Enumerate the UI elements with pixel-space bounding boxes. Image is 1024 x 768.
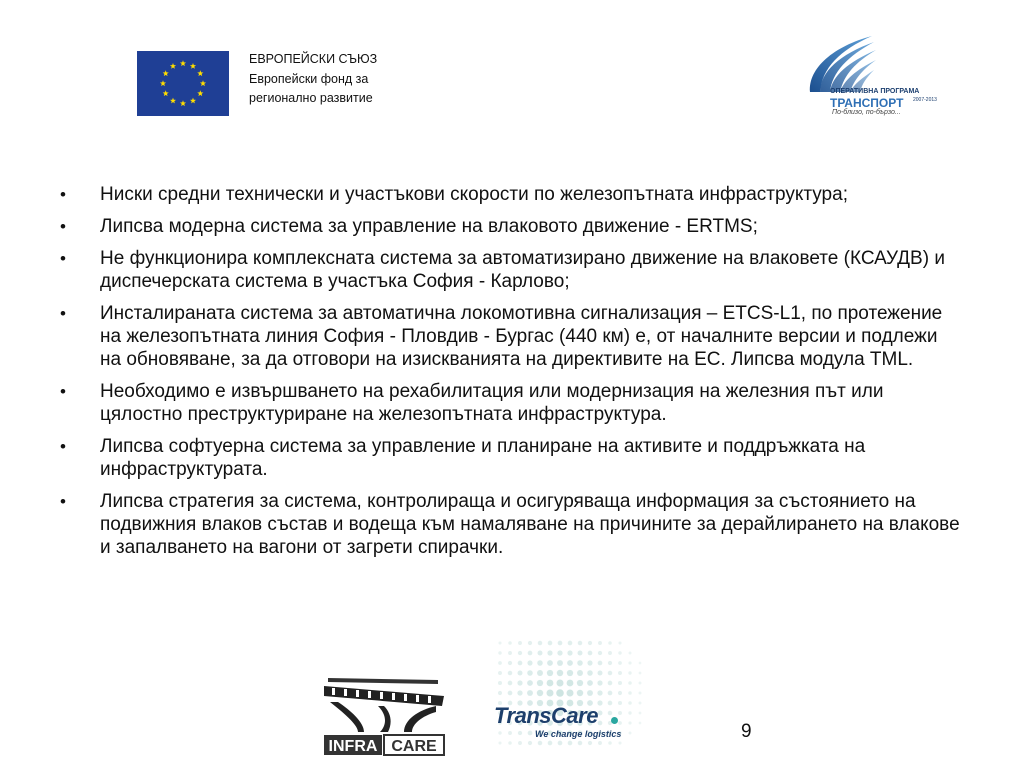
list-item bbox=[60, 490, 960, 559]
eu-star-icon bbox=[197, 70, 203, 76]
pattern-dot bbox=[527, 660, 532, 665]
pattern-dot bbox=[608, 641, 612, 645]
pattern-dot bbox=[537, 660, 543, 666]
pattern-dot bbox=[517, 670, 522, 675]
pattern-dot bbox=[518, 661, 523, 666]
page-number: 9 bbox=[741, 721, 752, 742]
pattern-dot bbox=[628, 681, 632, 685]
infracare-left-text: INFRA bbox=[328, 738, 378, 755]
pattern-dot bbox=[639, 712, 642, 715]
bullet-text: Необходимо е извършването на рехабилитация или модернизация на железния път или цялостно преструктуриране на железопътната инфраструктура. bbox=[100, 381, 884, 425]
pattern-dot bbox=[508, 681, 513, 686]
bullet-text: Липсва софтуерна система за управление и планиране на активите и поддръжката на инфраструктурата. bbox=[100, 436, 866, 480]
bullet-text: Инсталираната система за автоматична локомотивна сигнализация – ETCS-L1, по протежение на железопътната линия София - Пловдив - Бургас (440 км) е, от началните версии и подлежи на обновяване, за да отговори на изискванията на директивите на ЕС. Липсва модула TML. bbox=[100, 303, 943, 370]
eu-star-icon bbox=[180, 100, 186, 106]
pattern-dot bbox=[608, 661, 612, 665]
eu-line-3: регионално развитие bbox=[249, 91, 373, 105]
eu-star-icon bbox=[170, 63, 176, 69]
transcare-dot-icon bbox=[611, 717, 618, 724]
transcare-name: TransCare bbox=[494, 703, 598, 728]
eu-stars-icon bbox=[137, 51, 229, 116]
pattern-dot bbox=[498, 691, 502, 695]
pattern-dot bbox=[498, 661, 502, 665]
pattern-dot bbox=[608, 691, 613, 696]
issues-list bbox=[60, 183, 960, 568]
pattern-dot bbox=[588, 641, 592, 645]
op-transport-logo bbox=[800, 34, 960, 120]
pattern-dot bbox=[598, 641, 602, 645]
op-program-slogan: По-близо, по-бързо... bbox=[832, 109, 901, 116]
op-program-years: 2007-2013 bbox=[913, 97, 937, 103]
eu-fund-caption bbox=[249, 50, 377, 109]
pattern-dot bbox=[498, 651, 501, 654]
list-item bbox=[60, 183, 960, 206]
pattern-dot bbox=[639, 722, 642, 725]
infracare-logo bbox=[318, 666, 450, 760]
pattern-dot bbox=[628, 671, 631, 674]
pattern-dot bbox=[527, 690, 533, 696]
pattern-dot bbox=[558, 641, 563, 646]
eu-star-icon bbox=[190, 63, 196, 69]
pattern-dot bbox=[556, 689, 564, 697]
pattern-dot bbox=[639, 692, 642, 695]
pattern-dot bbox=[598, 661, 603, 666]
pattern-dot bbox=[639, 702, 642, 705]
pattern-dot bbox=[618, 691, 622, 695]
pattern-dot bbox=[618, 681, 622, 685]
pattern-dot bbox=[639, 662, 642, 665]
pattern-dot bbox=[546, 689, 553, 696]
pattern-dot bbox=[517, 680, 522, 685]
bullet-text: Не функционира комплексната система за автоматизирано движение на влаковете (КСАУДВ) и диспечерската система в участъка София - Карлово; bbox=[100, 248, 945, 292]
eu-line-1: ЕВРОПЕЙСКИ СЪЮЗ bbox=[249, 52, 378, 66]
eu-star-icon bbox=[197, 90, 203, 96]
pattern-dot bbox=[567, 660, 573, 666]
bullet-icon: • bbox=[60, 217, 66, 236]
pattern-dot bbox=[508, 691, 513, 696]
pattern-dot bbox=[597, 690, 602, 695]
pattern-dot bbox=[567, 680, 574, 687]
bullet-text: Ниски средни технически и участъкови скорости по железопътната инфраструктура; bbox=[100, 184, 848, 205]
pattern-dot bbox=[518, 641, 522, 645]
bullet-text: Липсва модерна система за управление на влаковото движение - ERTMS; bbox=[100, 216, 758, 237]
pattern-dot bbox=[518, 651, 522, 655]
pattern-dot bbox=[547, 650, 552, 655]
pattern-dot bbox=[597, 680, 602, 685]
pattern-dot bbox=[557, 670, 563, 676]
pattern-dot bbox=[498, 641, 501, 644]
pattern-dot bbox=[608, 681, 613, 686]
pattern-dot bbox=[639, 672, 642, 675]
pattern-dot bbox=[566, 689, 573, 696]
pattern-dot bbox=[628, 661, 631, 664]
eu-star-icon bbox=[163, 90, 169, 96]
pattern-dot bbox=[508, 651, 512, 655]
pattern-dot bbox=[528, 641, 532, 645]
pattern-dot bbox=[587, 670, 593, 676]
list-item bbox=[60, 247, 960, 293]
pattern-dot bbox=[577, 660, 583, 666]
pattern-dot bbox=[608, 651, 612, 655]
pattern-dot bbox=[538, 641, 542, 645]
pattern-dot bbox=[618, 651, 621, 654]
list-item bbox=[60, 380, 960, 426]
eu-flag-logo bbox=[137, 51, 229, 116]
eu-star-icon bbox=[190, 98, 196, 104]
pattern-dot bbox=[537, 690, 543, 696]
pattern-dot bbox=[547, 670, 553, 676]
eu-star-icon bbox=[163, 70, 169, 76]
pattern-dot bbox=[498, 671, 502, 675]
eu-line-2: Европейски фонд за bbox=[249, 71, 369, 86]
eu-star-icon bbox=[160, 80, 166, 86]
transcare-logo bbox=[494, 703, 634, 745]
pattern-dot bbox=[568, 641, 573, 646]
bullet-icon: • bbox=[60, 382, 66, 401]
pattern-dot bbox=[608, 671, 612, 675]
pattern-dot bbox=[577, 650, 582, 655]
pattern-dot bbox=[598, 651, 602, 655]
pattern-dot bbox=[557, 660, 563, 666]
pattern-dot bbox=[587, 680, 593, 686]
op-program-name: ТРАНСПОРТ bbox=[830, 96, 904, 110]
bullet-icon: • bbox=[60, 437, 66, 456]
pattern-dot bbox=[517, 690, 522, 695]
bullet-icon: • bbox=[60, 492, 66, 511]
pattern-dot bbox=[508, 671, 512, 675]
bullet-icon: • bbox=[60, 304, 66, 323]
pattern-dot bbox=[597, 670, 602, 675]
list-item bbox=[60, 302, 960, 371]
eu-star-icon bbox=[170, 98, 176, 104]
bullet-text: Липсва стратегия за система, контролираща и осигуряваща информация за състоянието на подвижния влаков състав и водеща към намаляване на причините за дерайлирането на влакове и запалването на вагони от загрети спирачки. bbox=[100, 491, 960, 558]
infracare-right-text: CARE bbox=[391, 738, 437, 755]
pattern-dot bbox=[498, 681, 502, 685]
pattern-dot bbox=[508, 661, 512, 665]
pattern-dot bbox=[618, 661, 622, 665]
pattern-dot bbox=[556, 679, 563, 686]
pattern-dot bbox=[567, 670, 573, 676]
pattern-dot bbox=[528, 651, 533, 656]
pattern-dot bbox=[567, 650, 572, 655]
eu-star-icon bbox=[180, 60, 186, 66]
pattern-dot bbox=[628, 691, 632, 695]
pattern-dot bbox=[618, 641, 621, 644]
bridge-icon bbox=[318, 666, 450, 760]
pattern-dot bbox=[537, 650, 542, 655]
pattern-dot bbox=[618, 671, 622, 675]
pattern-dot bbox=[537, 680, 543, 686]
pattern-dot bbox=[548, 641, 553, 646]
pattern-dot bbox=[527, 680, 533, 686]
bullet-icon: • bbox=[60, 185, 66, 204]
list-item bbox=[60, 435, 960, 481]
pattern-dot bbox=[578, 641, 582, 645]
eu-star-icon bbox=[200, 80, 206, 86]
pattern-dot bbox=[587, 690, 593, 696]
pattern-dot bbox=[547, 660, 553, 666]
pattern-dot bbox=[587, 660, 592, 665]
pattern-dot bbox=[557, 650, 562, 655]
pattern-dot bbox=[508, 641, 512, 645]
pattern-dot bbox=[527, 670, 533, 676]
pattern-dot bbox=[629, 652, 632, 655]
transcare-tagline: We change logistics bbox=[535, 729, 622, 739]
pattern-dot bbox=[537, 670, 543, 676]
list-item bbox=[60, 215, 960, 238]
pattern-dot bbox=[577, 680, 583, 686]
bullet-icon: • bbox=[60, 249, 66, 268]
pattern-dot bbox=[577, 690, 583, 696]
pattern-dot bbox=[577, 670, 583, 676]
pattern-dot bbox=[588, 651, 593, 656]
pattern-dot bbox=[639, 682, 642, 685]
op-program-label: ОПЕРАТИВНА ПРОГРАМА bbox=[830, 88, 920, 95]
pattern-dot bbox=[547, 680, 554, 687]
